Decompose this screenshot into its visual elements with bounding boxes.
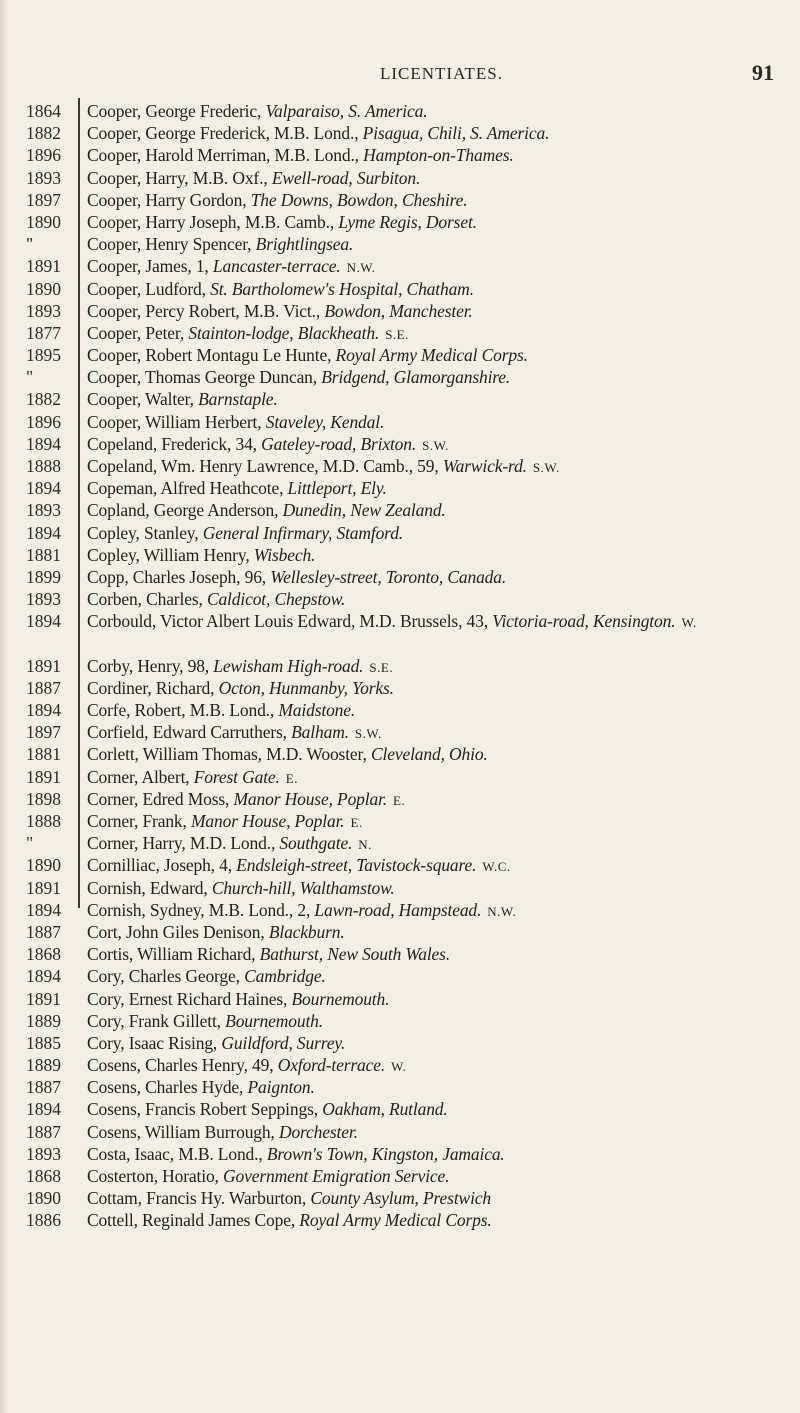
entry-name: Corfield, Edward Carruthers, — [87, 722, 287, 743]
entry-name: Cort, John Giles Denison, — [87, 921, 265, 942]
entry-year: 1864 — [26, 101, 61, 121]
page-number: 91 — [752, 60, 774, 85]
entry-year: 1891 — [26, 877, 61, 898]
entry-postal-district: W.C. — [482, 859, 511, 875]
entry-text — [87, 233, 795, 257]
list-item — [0, 610, 800, 654]
list-item — [0, 388, 800, 410]
list-item — [0, 122, 800, 144]
entry-text — [87, 1054, 795, 1078]
entry-address: Paignton. — [247, 1077, 315, 1098]
list-item — [0, 1054, 800, 1076]
list-item — [0, 433, 800, 455]
entry-text — [87, 743, 795, 767]
entry-postal-district: W. — [681, 615, 697, 631]
list-item — [0, 1010, 800, 1032]
entry-postal-district: S.E. — [369, 659, 394, 675]
entry-text — [87, 854, 795, 878]
list-item — [0, 300, 800, 322]
entry-postal-district: N.W. — [346, 260, 376, 276]
entry-text — [87, 766, 795, 790]
entry-name: Cooper, William Herbert, — [87, 411, 262, 432]
entry-name: Copley, William Henry, — [87, 544, 250, 565]
entry-postal-district: S.W. — [354, 726, 382, 742]
entry-postal-district: W. — [391, 1059, 407, 1075]
entry-address: Manor House, Poplar. — [233, 788, 388, 809]
list-item — [0, 899, 800, 921]
entry-year: 1893 — [26, 500, 61, 521]
list-item — [0, 854, 800, 876]
list-item — [0, 921, 800, 943]
entry-text — [87, 1098, 795, 1122]
entry-text — [87, 610, 795, 634]
entry-text — [87, 943, 795, 967]
entry-year: 1893 — [26, 300, 61, 321]
entry-year: " — [26, 234, 34, 255]
entry-year: 1882 — [26, 389, 61, 410]
entry-name: Corner, Harry, M.D. Lond., — [87, 833, 276, 854]
entry-name: Cooper, Walter, — [87, 389, 194, 410]
list-item — [0, 943, 800, 965]
entry-year: 1888 — [26, 456, 61, 476]
list-item — [0, 1187, 800, 1209]
list-item — [0, 655, 800, 677]
entry-year: 1891 — [26, 766, 61, 787]
entry-year: 1894 — [26, 700, 61, 721]
entry-year: 1887 — [26, 677, 61, 698]
list-item — [0, 1165, 800, 1187]
entry-postal-district: N.W. — [487, 903, 517, 919]
entry-year: 1868 — [26, 944, 61, 965]
entry-postal-district: S.W. — [422, 437, 449, 453]
entry-text — [87, 522, 795, 546]
list-item — [0, 566, 800, 588]
entry-year: 1894 — [26, 611, 61, 632]
entry-text — [87, 122, 795, 146]
entry-text — [87, 921, 795, 945]
list-item — [0, 988, 800, 1010]
licentiates-list — [0, 100, 800, 1232]
list-item — [0, 677, 800, 699]
entry-year: 1890 — [26, 1188, 61, 1209]
entry-text — [87, 566, 795, 590]
entry-address: Gateley-road, Brixton. — [261, 433, 417, 454]
entry-year: 1894 — [26, 1099, 61, 1120]
list-item — [0, 1076, 800, 1098]
entry-name: Cooper, Peter, — [87, 322, 185, 343]
list-item — [0, 544, 800, 566]
entry-address: Bathurst, New South Wales. — [259, 944, 451, 965]
list-item — [0, 1143, 800, 1165]
entry-year: 1886 — [26, 1210, 61, 1231]
entry-address: Bournemouth. — [291, 988, 390, 1009]
entry-address: Endsleigh-street, Tavistock-square. — [236, 855, 477, 876]
list-item — [0, 278, 800, 300]
entry-address: General Infirmary, Stamford. — [202, 522, 404, 543]
entry-address: Caldicot, Chepstow. — [206, 589, 346, 610]
entry-text — [87, 988, 795, 1012]
list-item — [0, 877, 800, 899]
entry-name: Corner, Frank, — [87, 811, 187, 832]
entry-name: Cottell, Reginald James Cope, — [87, 1210, 296, 1231]
entry-text — [87, 388, 795, 412]
entry-address: Cambridge. — [244, 966, 326, 987]
entry-text — [87, 344, 795, 368]
entry-name: Cosens, William Burrough, — [87, 1121, 275, 1142]
entry-address: Blackburn. — [268, 921, 345, 942]
entry-text — [87, 144, 795, 168]
entry-address: The Downs, Bowdon, Cheshire. — [250, 189, 468, 210]
entry-address: Royal Army Medical Corps. — [299, 1210, 492, 1231]
entry-name: Copland, George Anderson, — [87, 500, 279, 521]
entry-name: Cooper, Robert Montagu Le Hunte, — [87, 345, 332, 366]
entry-year: 1896 — [26, 145, 61, 166]
entry-year: " — [26, 833, 34, 854]
entry-text — [87, 477, 795, 501]
entry-address: Ewell-road, Surbiton. — [271, 167, 421, 188]
entry-year: 1887 — [26, 1121, 61, 1142]
list-item — [0, 965, 800, 987]
entry-name: Copp, Charles Joseph, 96, — [87, 566, 267, 587]
entry-name: Cottam, Francis Hy. Warburton, — [87, 1188, 307, 1209]
entry-text — [87, 810, 795, 834]
entry-postal-district: E. — [393, 792, 406, 808]
entry-text — [87, 300, 795, 324]
list-item — [0, 211, 800, 233]
entry-postal-district: E. — [285, 770, 298, 786]
list-item — [0, 766, 800, 788]
entry-address: Bridgend, Glamorganshire. — [321, 367, 511, 388]
entry-name: Corben, Charles, — [87, 589, 203, 610]
entry-address: Cleveland, Ohio. — [370, 744, 488, 765]
entry-text — [87, 1076, 795, 1100]
entry-address: Octon, Hunmanby, Yorks. — [218, 677, 394, 698]
entry-address: Wisbech. — [253, 544, 316, 565]
entry-text — [87, 366, 795, 390]
entry-text — [87, 899, 795, 923]
entry-year: 1897 — [26, 189, 61, 210]
entry-text — [87, 211, 795, 235]
entry-address: Bowdon, Manchester. — [324, 300, 473, 321]
entry-text — [87, 499, 795, 523]
entry-year: 1894 — [26, 433, 61, 454]
entry-name: Cornilliac, Joseph, 4, — [87, 855, 232, 876]
list-item — [0, 1098, 800, 1120]
entry-name: Cory, Frank Gillett, — [87, 1010, 221, 1031]
entry-address: Pisagua, Chili, S. America. — [362, 123, 550, 144]
entry-name: Cosens, Charles Hyde, — [87, 1077, 244, 1098]
list-item — [0, 322, 800, 344]
entry-year: 1896 — [26, 411, 61, 432]
entry-postal-district: S.W. — [532, 460, 560, 475]
page-header — [0, 52, 800, 92]
entry-name: Corner, Albert, — [87, 766, 190, 787]
list-item — [0, 788, 800, 810]
list-item — [0, 721, 800, 743]
entry-address: Lancaster-terrace. — [212, 256, 341, 277]
entry-year: 1890 — [26, 278, 61, 299]
entry-text — [87, 433, 795, 457]
entry-address: Church-hill, Walthamstow. — [211, 877, 395, 898]
list-item — [0, 810, 800, 832]
list-item — [0, 344, 800, 366]
entry-name: Cosens, Charles Henry, 49, — [87, 1055, 274, 1076]
entry-address: Stainton-lodge, Blackheath. — [188, 322, 380, 343]
entry-name: Cooper, Harry, M.B. Oxf., — [87, 167, 268, 188]
entry-address: Staveley, Kendal. — [265, 411, 385, 432]
entry-text — [87, 1165, 795, 1189]
entry-address: Brightlingsea. — [255, 234, 354, 255]
entry-text — [87, 544, 795, 568]
entry-address: Dorchester. — [278, 1121, 358, 1142]
list-item — [0, 100, 800, 122]
entry-year: 1890 — [26, 211, 61, 232]
entry-name: Copley, Stanley, — [87, 522, 199, 543]
list-item — [0, 699, 800, 721]
entry-year: 1890 — [26, 855, 61, 876]
running-head: LICENTIATES. — [380, 64, 503, 83]
entry-name: Copeland, Frederick, 34, — [87, 433, 257, 454]
entry-year: 1889 — [26, 1010, 61, 1031]
list-item — [0, 144, 800, 166]
entry-postal-district: E. — [350, 815, 363, 831]
entry-name: Cooper, Percy Robert, M.B. Vict., — [87, 300, 321, 321]
entry-text — [87, 965, 795, 989]
entry-address: Hampton-on-Thames. — [363, 145, 514, 166]
entry-address: County Asylum, Prestwich — [310, 1188, 491, 1209]
entry-name: Cooper, Henry Spencer, — [87, 234, 252, 255]
entry-address: Victoria-road, Kensington. — [492, 611, 676, 632]
entry-text — [87, 721, 795, 745]
entry-year: 1893 — [26, 167, 61, 188]
list-item — [0, 255, 800, 277]
entry-name: Cornish, Edward, — [87, 877, 208, 898]
entry-text — [87, 588, 795, 612]
entry-year: 1888 — [26, 811, 61, 832]
entry-name: Cory, Ernest Richard Haines, — [87, 988, 288, 1009]
entry-text — [87, 167, 795, 191]
list-item — [0, 499, 800, 521]
entry-name: Corfe, Robert, M.B. Lond., — [87, 700, 275, 721]
entry-name: Cooper, George Frederick, M.B. Lond., — [87, 123, 359, 144]
entry-year: " — [26, 367, 34, 388]
entry-year: 1894 — [26, 522, 61, 543]
entry-address: Lewisham High-road. — [213, 655, 364, 676]
entry-text — [87, 1209, 795, 1233]
entry-name: Cooper, Ludford, — [87, 278, 206, 299]
entry-name: Cooper, James, 1, — [87, 256, 209, 277]
entry-year: 1894 — [26, 966, 61, 987]
entry-name: Cory, Isaac Rising, — [87, 1032, 218, 1053]
entry-address: Lyme Regis, Dorset. — [338, 211, 477, 232]
entry-year: 1899 — [26, 566, 61, 587]
list-item — [0, 233, 800, 255]
list-item — [0, 522, 800, 544]
entry-address: Forest Gate. — [193, 766, 280, 787]
entry-text — [87, 322, 795, 346]
entry-name: Copeman, Alfred Heathcote, — [87, 478, 284, 499]
list-item — [0, 455, 800, 477]
list-item — [0, 743, 800, 765]
entry-text — [87, 655, 795, 679]
entry-address: Littleport, Ely. — [287, 478, 387, 499]
list-item — [0, 411, 800, 433]
entry-year: 1887 — [26, 921, 61, 942]
list-item — [0, 588, 800, 610]
entry-name: Corner, Edred Moss, — [87, 788, 230, 809]
entry-text — [87, 1010, 795, 1034]
entry-address: Oxford-terrace. — [277, 1055, 386, 1076]
entry-name: Cosens, Francis Robert Seppings, — [87, 1099, 318, 1120]
entry-address: Barnstaple. — [198, 389, 278, 410]
entry-name: Cordiner, Richard, — [87, 677, 215, 698]
entry-name: Costerton, Horatio, — [87, 1166, 219, 1187]
entry-name: Cooper, Harold Merriman, M.B. Lond., — [87, 145, 359, 166]
entry-year: 1868 — [26, 1166, 61, 1187]
entry-text — [87, 1143, 795, 1167]
list-item — [0, 167, 800, 189]
entry-address: Guildford, Surrey. — [221, 1032, 346, 1053]
list-item — [0, 832, 800, 854]
entry-year: 1882 — [26, 123, 61, 144]
entry-address: Wellesley-street, Toronto, Canada. — [270, 566, 507, 587]
entry-text — [87, 677, 795, 701]
entry-address: Brown's Town, Kingston, Jamaica. — [266, 1143, 505, 1164]
entry-address: Balham. — [291, 722, 349, 743]
entry-name: Costa, Isaac, M.B. Lond., — [87, 1143, 263, 1164]
entry-year: 1877 — [26, 322, 61, 343]
entry-year: 1881 — [26, 744, 61, 765]
entry-text — [87, 1187, 795, 1211]
entry-name: Corby, Henry, 98, — [87, 655, 210, 676]
entry-text — [87, 455, 795, 479]
entry-name: Copeland, Wm. Henry Lawrence, M.D. Camb., 59, — [87, 456, 439, 476]
entry-year: 1897 — [26, 722, 61, 743]
entry-address: St. Bartholomew's Hospital, Chatham. — [210, 278, 474, 299]
list-item — [0, 1121, 800, 1143]
entry-year: 1881 — [26, 544, 61, 565]
entry-address: Lawn-road, Hampstead. — [314, 899, 482, 920]
entry-address: Dunedin, New Zealand. — [282, 500, 446, 521]
entry-year: 1895 — [26, 345, 61, 366]
entry-address: Maidstone. — [278, 700, 356, 721]
entry-year: 1885 — [26, 1032, 61, 1053]
entry-name: Cornish, Sydney, M.B. Lond., 2, — [87, 899, 311, 920]
entry-text — [87, 788, 795, 812]
entry-address: Government Emigration Service. — [223, 1166, 450, 1187]
entry-text — [87, 1121, 795, 1145]
entry-text — [87, 100, 795, 124]
entry-year: 1891 — [26, 655, 61, 676]
list-item — [0, 1032, 800, 1054]
entry-text — [87, 877, 795, 901]
list-item — [0, 189, 800, 211]
entry-name: Cooper, George Frederic, — [87, 101, 262, 121]
entry-text — [87, 255, 795, 279]
entry-name: Cooper, Harry Gordon, — [87, 189, 247, 210]
entry-text — [87, 699, 795, 723]
entry-year: 1894 — [26, 478, 61, 499]
entry-text — [87, 411, 795, 435]
entry-address: Bournemouth. — [225, 1010, 323, 1031]
entry-name: Corlett, William Thomas, M.D. Wooster, — [87, 744, 367, 765]
entry-name: Corbould, Victor Albert Louis Edward, M.D. Brussels, 43, — [87, 611, 488, 632]
entry-year: 1893 — [26, 589, 61, 610]
entry-text — [87, 832, 795, 856]
list-item — [0, 1209, 800, 1231]
entry-name: Cooper, Thomas George Duncan, — [87, 367, 318, 388]
entry-address: Royal Army Medical Corps. — [335, 345, 528, 366]
entry-name: Cooper, Harry Joseph, M.B. Camb., — [87, 211, 335, 232]
entry-year: 1894 — [26, 899, 61, 920]
entry-address: Southgate. — [279, 833, 353, 854]
entry-year: 1889 — [26, 1055, 61, 1076]
entry-year: 1887 — [26, 1077, 61, 1098]
entry-text — [87, 189, 795, 213]
entry-name: Cory, Charles George, — [87, 966, 240, 987]
entry-year: 1891 — [26, 988, 61, 1009]
list-item — [0, 477, 800, 499]
entry-address: Oakham, Rutland. — [322, 1099, 448, 1120]
entry-postal-district: S.E. — [385, 326, 409, 342]
entry-address: Manor House, Poplar. — [190, 811, 345, 832]
entry-address: Warwick-rd. — [442, 456, 527, 476]
entry-year: 1891 — [26, 256, 61, 277]
entry-address: Valparaiso, S. America. — [265, 101, 428, 121]
entry-name: Cortis, William Richard, — [87, 944, 256, 965]
list-item — [0, 366, 800, 388]
entry-year: 1898 — [26, 788, 61, 809]
entry-text — [87, 1032, 795, 1056]
entry-postal-district: N. — [358, 837, 372, 853]
entry-year: 1893 — [26, 1143, 61, 1164]
entry-text — [87, 278, 795, 302]
